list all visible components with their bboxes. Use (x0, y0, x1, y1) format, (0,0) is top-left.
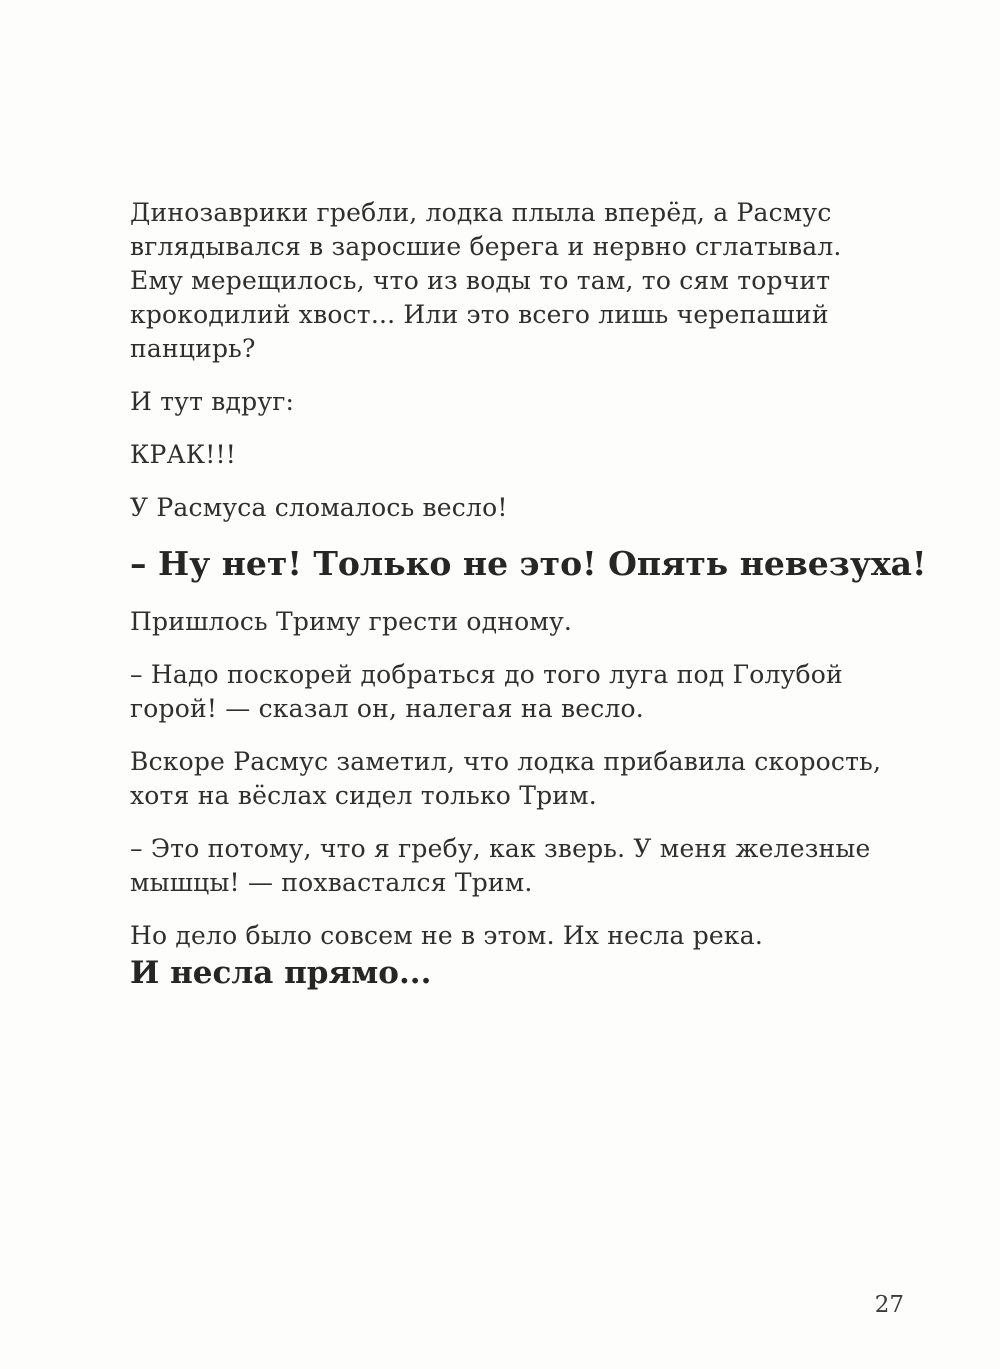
text-line: И тут вдруг: (130, 387, 295, 416)
text-line: Вскоре Расмус заметил, что лодка прибавила скорость, (130, 747, 882, 776)
text-line: вглядывался в заросшие берега и нервно сглатывал. (130, 232, 842, 261)
paragraph (130, 745, 890, 813)
text-line: КРАК!!! (130, 440, 236, 469)
paragraph (130, 385, 890, 419)
page-number: 27 (874, 1292, 904, 1318)
paragraph (130, 919, 890, 953)
text-line: Динозаврики гребли, лодка плыла вперёд, а Расмус (130, 198, 832, 227)
ending-heading: И несла прямо... (130, 955, 432, 991)
paragraph (130, 196, 890, 366)
text-line: – Это потому, что я гребу, как зверь. У меня железные (130, 834, 871, 863)
paragraph (130, 605, 890, 639)
text-line: – Надо поскорей добраться до того луга под Голубой (130, 660, 843, 689)
text-line: Но дело было совсем не в этом. Их несла река. (130, 921, 763, 950)
text-line: панцирь? (130, 334, 256, 363)
paragraph (130, 832, 890, 900)
text-line: горой! — сказал он, налегая на весло. (130, 694, 644, 723)
text-line: Ему мерещилось, что из воды то там, то сям торчит (130, 266, 831, 295)
story-text (130, 196, 927, 993)
exclamation-heading: – Ну нет! Только не это! Опять невезуха! (130, 544, 927, 583)
text-line: мышцы! — похвастался Трим. (130, 868, 533, 897)
text-line: У Расмуса сломалось весло! (130, 493, 508, 522)
paragraph (130, 491, 890, 525)
paragraph (130, 438, 890, 472)
text-line: хотя на вёслах сидел только Трим. (130, 781, 597, 810)
text-line: Пришлось Триму грести одному. (130, 607, 573, 636)
paragraph (130, 658, 890, 726)
text-line: крокодилий хвост... Или это всего лишь черепаший (130, 300, 829, 329)
